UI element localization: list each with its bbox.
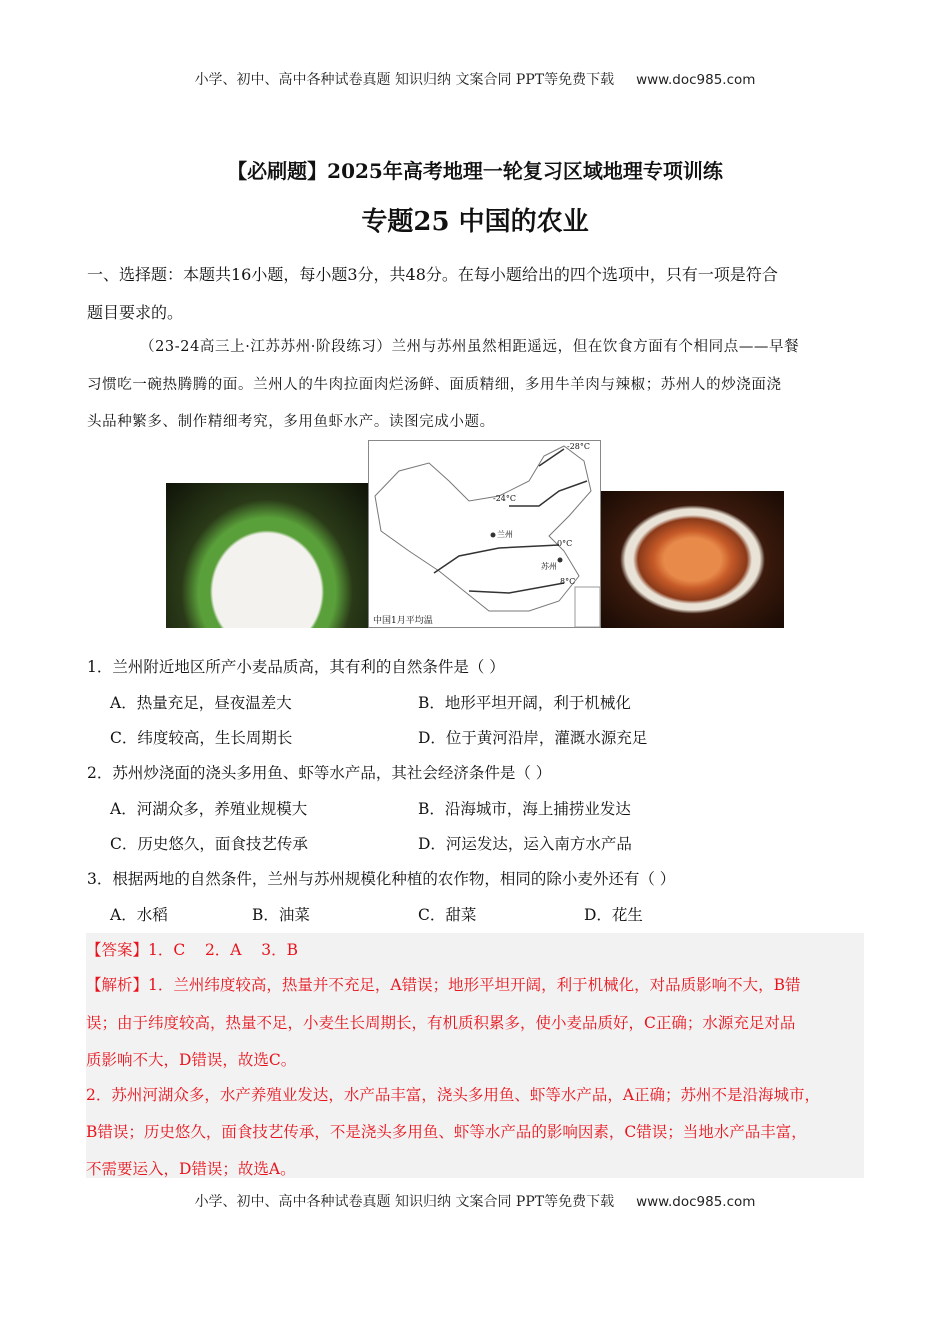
option: D．花生 (584, 906, 643, 924)
option: C．纬度较高，生长周期长 (110, 729, 293, 747)
suzhou-noodle-photo (601, 491, 784, 628)
option: B．油菜 (252, 906, 310, 924)
question-1: 1．兰州附近地区所产小麦品质高，其有利的自然条件是（ ） (87, 658, 505, 676)
intro-line: 头品种繁多、制作精细考究，多用鱼虾水产。读图完成小题。 (87, 414, 495, 430)
header-site: www.doc985.com (636, 72, 756, 88)
isotherm-label: -28°C (567, 442, 591, 451)
isotherm-label: 8°C (560, 577, 576, 586)
footer-site: www.doc985.com (636, 1194, 756, 1210)
option: C．甜菜 (418, 906, 477, 924)
option: A．水稻 (110, 906, 168, 924)
doc-subtitle: 专题25 中国的农业 (361, 207, 589, 237)
answer-text: 1．C 2．A 3．B (148, 941, 298, 959)
intro-line: （23-24高三上·江苏苏州·阶段练习）兰州与苏州虽然相距遥远，但在饮食方面有个相同点——早餐 (140, 339, 800, 355)
option: A．河湖众多，养殖业规模大 (110, 800, 308, 818)
question-2: 2．苏州炒浇面的浇头多用鱼、虾等水产品，其社会经济条件是（ ） (87, 764, 552, 782)
option: B．地形平坦开阔，利于机械化 (418, 694, 631, 712)
isotherm-label: -24°C (493, 494, 517, 503)
analysis-label: 【解析】 (86, 976, 149, 994)
page-footer (0, 1191, 950, 1211)
section-heading-1: 一、选择题：本题共16小题，每小题3分，共48分。在每小题给出的四个选项中，只有一项是符合 (87, 265, 778, 284)
header-text: 小学、初中、高中各种试卷真题 知识归纳 文案合同 PPT等免费下载 (194, 72, 615, 88)
analysis-line (86, 973, 800, 995)
city-label-suzhou: 苏州 (541, 562, 557, 571)
lanzhou-noodle-photo (166, 483, 368, 628)
intro-line: 习惯吃一碗热腾腾的面。兰州人的牛肉拉面肉烂汤鲜、面质精细，多用牛羊肉与辣椒；苏州人的炒浇面浇 (87, 377, 782, 393)
answer-label: 【答案】 (86, 941, 149, 959)
analysis-line: 不需要运入，D错误；故选A。 (86, 1160, 296, 1178)
analysis-line: 质影响不大，D错误，故选C。 (86, 1051, 297, 1069)
isotherm-label: 0°C (557, 539, 573, 548)
doc-title: 【必刷题】2025年高考地理一轮复习区域地理专项训练 (227, 159, 723, 183)
china-january-temperature-map (368, 440, 601, 628)
option: C．历史悠久，面食技艺传承 (110, 835, 308, 853)
question-3: 3．根据两地的自然条件，兰州与苏州规模化种植的农作物，相同的除小麦外还有（ ） (87, 870, 676, 888)
city-label-lanzhou: 兰州 (497, 530, 513, 539)
option: D．位于黄河沿岸，灌溉水源充足 (418, 729, 648, 747)
option: D．河运发达，运入南方水产品 (418, 835, 632, 853)
analysis-line: 2．苏州河湖众多，水产养殖业发达，水产品丰富，浇头多用鱼、虾等水产品，A正确；苏州不是沿海城市， (86, 1086, 821, 1104)
analysis-line: 误；由于纬度较高，热量不足，小麦生长周期长，有机质积累多，使小麦品质好，C正确；水源充足对品 (86, 1014, 796, 1032)
option: A．热量充足，昼夜温差大 (110, 694, 292, 712)
map-caption: 中国1月平均温 (373, 616, 433, 626)
option: B．沿海城市，海上捕捞业发达 (418, 800, 631, 818)
analysis-line: B错误；历史悠久，面食技艺传承，不是浇头多用鱼、虾等水产品的影响因素，C错误；当地水产品丰富， (86, 1123, 807, 1141)
answer-line (86, 938, 298, 960)
page-header (0, 69, 950, 89)
footer-text: 小学、初中、高中各种试卷真题 知识归纳 文案合同 PPT等免费下载 (194, 1194, 615, 1210)
analysis-text: 1．兰州纬度较高，热量并不充足，A错误；地形平坦开阔，利于机械化，对品质影响不大，B错 (148, 976, 801, 994)
section-heading-2: 题目要求的。 (87, 303, 184, 322)
